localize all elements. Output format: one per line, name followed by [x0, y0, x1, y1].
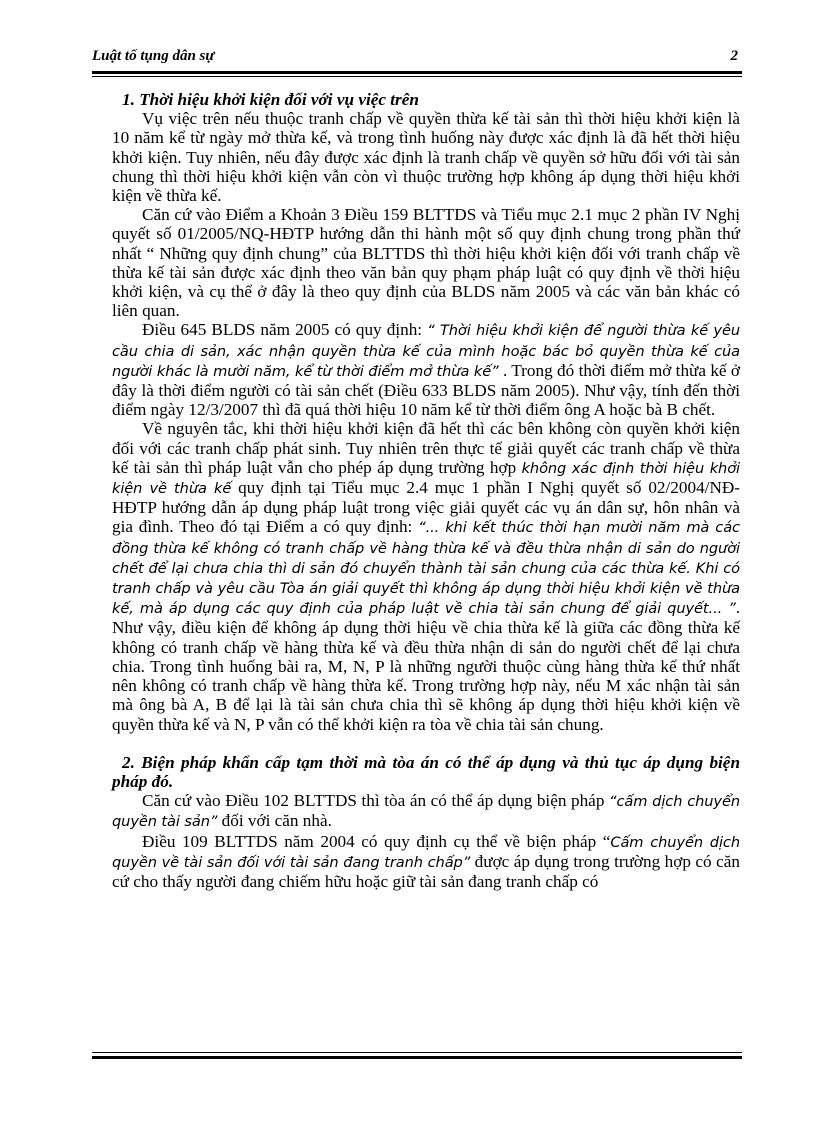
p4-text-c: . Như vậy, điều kiện để không áp dụng thời hiệu về chia thừa kế là giữa các đồng thừa kế không có tranh chấp về hàng thừa kế và đều thừa nhận di sản do người chết để lại chưa chia. Trong tình huống bài ra, M, N, P là những người thuộc cùng hàng thừa kế thứ nhất nên không có tranh chấp về hàng thừa kế. Trong trường hợp này, nếu M xác nhận tài sản mà ông bà A, B để lại là tài sản chưa chia thì sẽ không áp dụng thời hiệu khởi kiện về quyền thừa kế và N, P vẫn có thể khởi kiện ra tòa về chia tài sản chung.: [112, 598, 740, 734]
s2p2-italic: Cấm chuyển dịch quyền về tài sản đối với tài sản đang tranh chấp”: [112, 833, 740, 871]
footer-rule-thick: [92, 1056, 742, 1059]
header-rule-thick: [92, 71, 742, 74]
header-rule-thin: [92, 76, 742, 77]
section-2-paragraph-1: [112, 791, 740, 831]
page-header: [92, 48, 742, 70]
section-1-paragraph-2: Căn cứ vào Điểm a Khoản 3 Điều 159 BLTTDS và Tiểu mục 2.1 mục 2 phần IV Nghị quyết số 01/2005/NQ-HĐTP hướng dẫn thi hành một số quy định chung trong phần thứ nhất “ Những quy định chung” của BLTTDS thì thời hiệu khởi kiện đối với tranh chấp về thừa kế tài sản được xác định theo văn bản quy phạm pháp luật có quy định về thời hiệu khởi kiện, và cụ thể ở đây là theo quy định của BLDS năm 2005 và các văn bản khác có liên quan.: [112, 205, 740, 321]
s2p2-text-b: được áp dụng trong trường hợp có căn cứ cho thấy người đang chiếm hữu hoặc giữ tài sản đang tranh chấp có: [112, 851, 740, 891]
p3-quote: “ Thời hiệu khởi kiện để người thừa kế yêu cầu chia di sản, xác nhận quyền thừa kế của mình hoặc bác bỏ quyền thừa kế của người khác là mười năm, kể từ thời điểm mở thừa kế”: [112, 322, 740, 380]
p4-text-b: quy định tại Tiểu mục 2.4 mục 1 phần I Nghị quyết số 02/2004/NĐ-HĐTP hướng dẫn áp dụng pháp luật trong việc giải quyết các vụ án dân sự, hôn nhân và gia đình. Theo đó tại Điểm a có quy định:: [112, 478, 740, 537]
p3-text-b: . Trong đó thời điểm mở thừa kế ở đây là thời điểm người có tài sản chết (Điều 633 BLDS năm 2005). Như vậy, tính đến thời điểm ngày 12/3/2007 thì đã quá thời hiệu 10 năm kể từ thời điểm ông A hoặc bà B chết.: [112, 360, 740, 420]
p4-text-a: Về nguyên tắc, khi thời hiệu khởi kiện đã hết thì các bên không còn quyền khởi kiện đối với các tranh chấp phát sinh. Tuy nhiên trên thực tế giải quyết các tranh chấp về thừa kế tài sản thì pháp luật vẫn cho phép áp dụng trường hợp: [112, 419, 740, 477]
p3-text-a: Điều 645 BLDS năm 2005 có quy định:: [142, 320, 428, 340]
section-2-paragraph-2: [112, 832, 740, 892]
p4-quote: “... khi kết thúc thời hạn mười năm mà các đồng thừa kế không có tranh chấp về hàng thừa kế và đều thừa nhận di sản do người chết để lại chưa chia thì di sản đó chuyển thành tài sản chung của các thừa kế. Khi có tranh chấp và yêu cầu Tòa án giải quyết thì không áp dụng thời hiệu khởi kiện về thừa kế, mà áp dụng các quy định của pháp luật về chia tài sản chung để giải quyết... ”: [112, 519, 740, 618]
s2p1-text-a: Căn cứ vào Điều 102 BLTTDS thì tòa án có thể áp dụng biện pháp: [142, 791, 609, 811]
s2p2-text-a: Điều 109 BLTTDS năm 2004 có quy định cụ thể về biện pháp “: [142, 831, 611, 851]
section-2-heading: 2. Biện pháp khẩn cấp tạm thời mà tòa án có thể áp dụng và thủ tục áp dụng biện pháp đó.: [112, 752, 740, 791]
footer-rule-thin: [92, 1052, 742, 1053]
s2p1-text-b: đối với căn nhà.: [217, 811, 332, 831]
section-1-paragraph-1: Vụ việc trên nếu thuộc tranh chấp về quyền thừa kế tài sản thì thời hiệu khởi kiện là 10 năm kể từ ngày mở thừa kế, và trong tình huống này được xác định là đã hết thời hiệu khởi kiện. Tuy nhiên, nếu đây được xác định là tranh chấp về quyền sở hữu đối với tài sản chung thì thời hiệu khởi kiện vẫn còn vì thuộc trường hợp không áp dụng thời hiệu khởi kiện về thừa kế.: [112, 109, 740, 206]
page-number: 2: [730, 48, 738, 64]
p4-italic: không xác định thời hiệu khởi kiện về thừa kế: [112, 459, 740, 498]
header-title: Luật tố tụng dân sự: [92, 48, 215, 64]
section-1-heading: 1. Thời hiệu khởi kiện đối với vụ việc trên: [122, 90, 419, 109]
section-1-paragraph-4: [112, 419, 740, 733]
document-body: [112, 90, 740, 891]
section-1-paragraph-3: [112, 320, 740, 419]
s2p1-italic: “cấm dịch chuyển quyền tài sản”: [112, 793, 740, 831]
